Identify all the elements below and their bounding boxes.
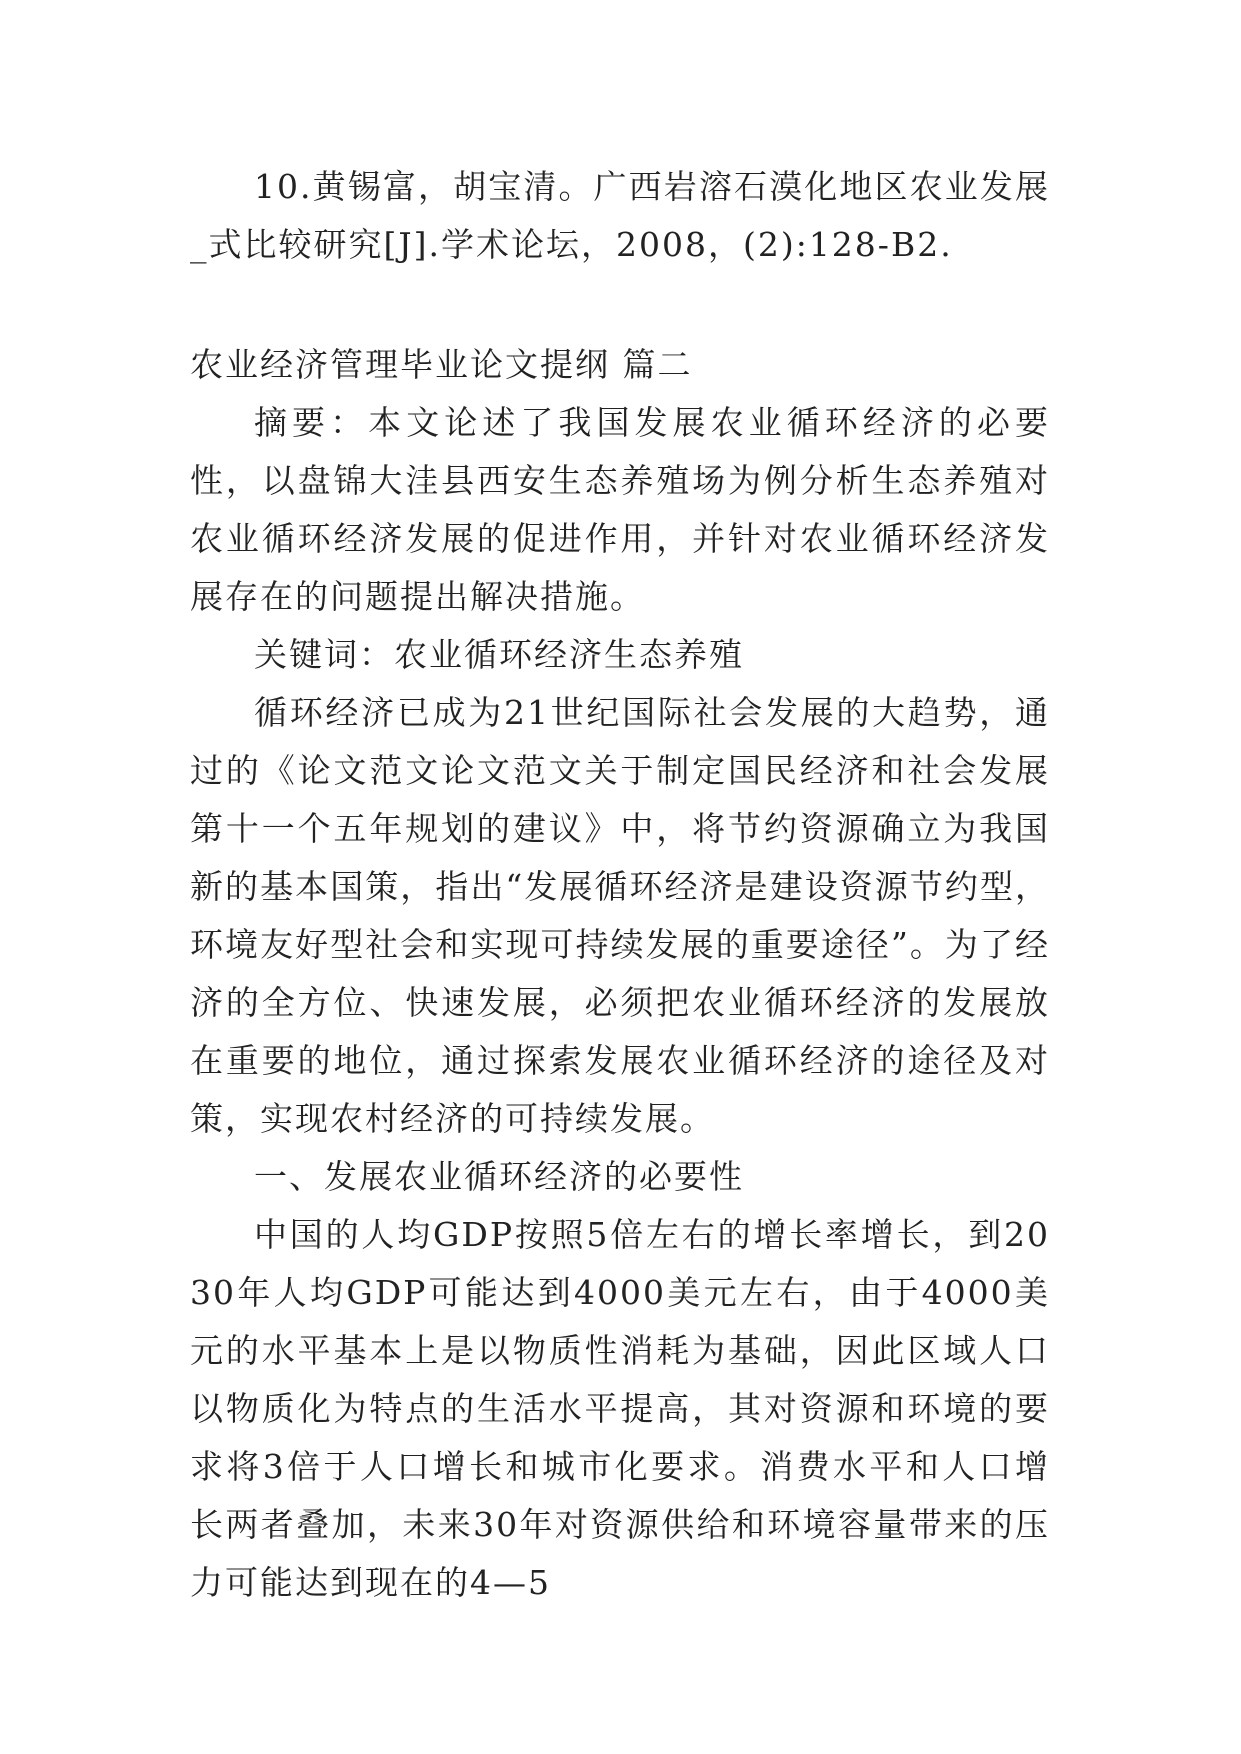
body-paragraph: 循环经济已成为21世纪国际社会发展的大趋势，通过的《论文范文论文范文关于制定国民经济和社会发展第十一个五年规划的建议》中，将节约资源确立为我国新的基本国策，指出“发展循环经济是建设资源节约型，环境友好型社会和实现可持续发展的重要途径”。为了经济的全方位、快速发展，必须把农业循环经济的发展放在重要的地位，通过探索发展农业循环经济的途径及对策，实现农村经济的可持续发展。 xyxy=(190,693,1050,1138)
keywords-paragraph: 关键词：农业循环经济生态养殖 xyxy=(254,635,744,674)
reference-entry: 10.黄锡富，胡宝清。广西岩溶石漠化地区农业发展_式比较研究[J].学术论坛，2008，(2):128-B2. xyxy=(190,167,1050,264)
reference-block xyxy=(190,158,1050,274)
body-paragraph: 中国的人均GDP按照5倍左右的增长率增长，到2030年人均GDP可能达到4000美元左右，由于4000美元的水平基本上是以物质性消耗为基础，因此区域人口以物质化为特点的生活水平提高，其对资源和环境的要求将3倍于人口增长和城市化要求。消费水平和人口增长两者叠加，未来30年对资源供给和环境容量带来的压力可能达到现在的4—5 xyxy=(190,1215,1050,1602)
section-heading: 农业经济管理毕业论文提纲 篇二 xyxy=(190,345,693,384)
abstract-paragraph: 摘要：本文论述了我国发展农业循环经济的必要性，以盘锦大洼县西安生态养殖场为例分析生态养殖对农业循环经济发展的促进作用，并针对农业循环经济发展存在的问题提出解决措施。 xyxy=(190,403,1050,616)
section-body xyxy=(190,336,1050,1612)
subsection-heading: 一、发展农业循环经济的必要性 xyxy=(254,1157,744,1196)
